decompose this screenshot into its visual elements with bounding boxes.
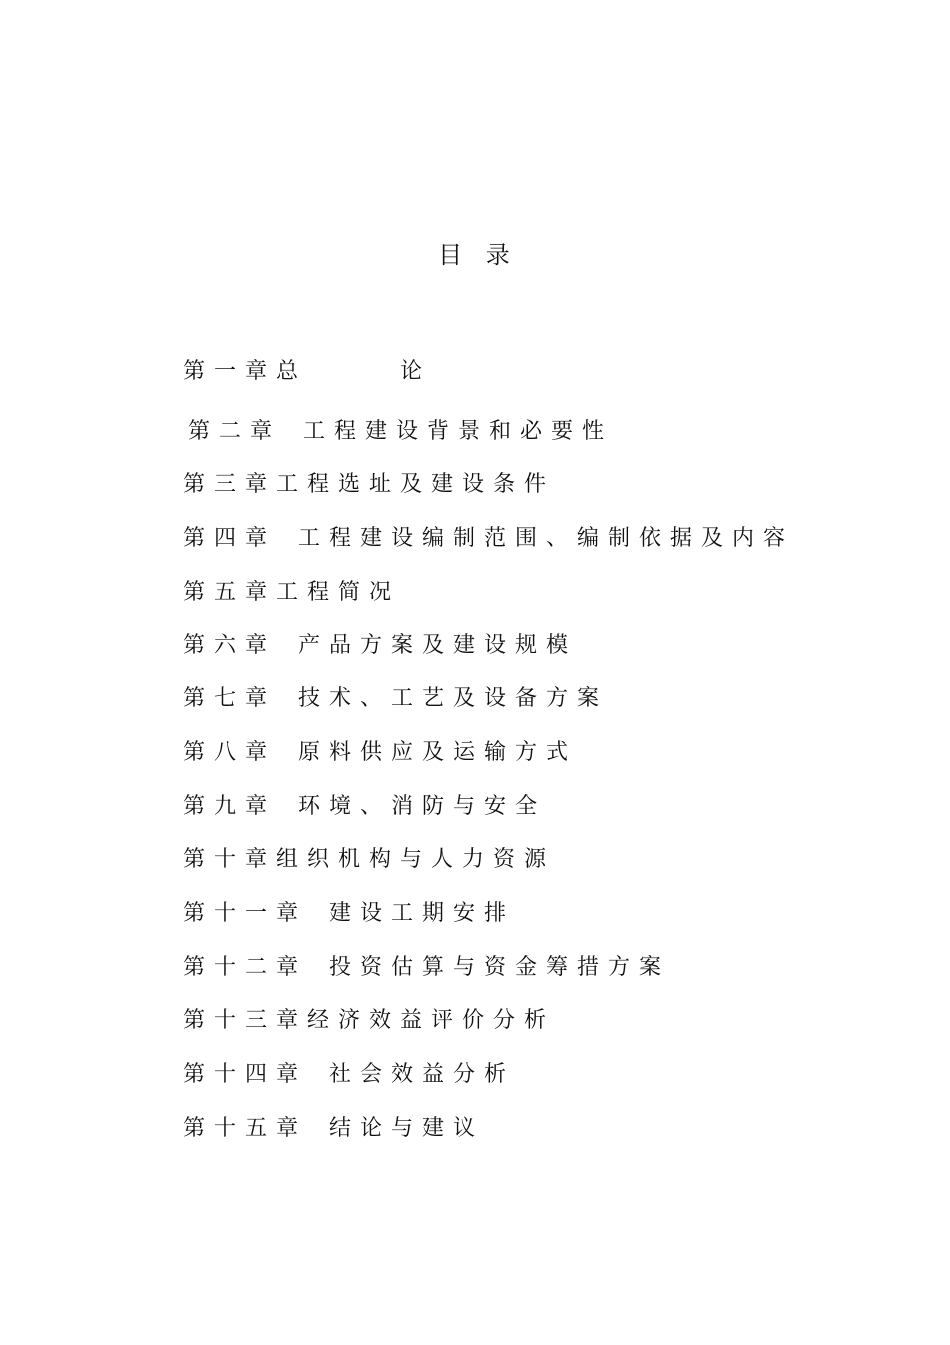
toc-entry-text: 原料供应及运输方式 — [298, 740, 578, 765]
toc-chapter-label: 第九章 — [183, 794, 277, 819]
toc-chapter-label: 第四章 — [183, 526, 277, 551]
toc-chapter-label: 第十五章 — [183, 1116, 308, 1141]
toc-chapter-label: 第十一章 — [183, 901, 308, 926]
toc-entry-8 — [183, 737, 577, 769]
toc-chapter-label: 第二章 — [188, 419, 282, 444]
toc-entry-1 — [183, 356, 431, 388]
page-title: 目 录 — [438, 241, 518, 269]
toc-chapter-label: 第十二章 — [183, 955, 308, 980]
toc-chapter-label: 第七章 — [183, 686, 277, 711]
toc-chapter-label: 第十四章 — [183, 1062, 308, 1087]
toc-entry-3 — [183, 469, 555, 501]
toc-entry-text: 总 论 — [276, 359, 432, 384]
toc-entry-text: 建设工期安排 — [329, 901, 516, 926]
toc-entry-text: 工程建设编制范围、编制依据及内容 — [298, 526, 795, 551]
toc-chapter-label: 第十三章 — [183, 1008, 308, 1033]
toc-entry-11 — [183, 898, 515, 930]
toc-entry-text: 环境、消防与安全 — [298, 794, 547, 819]
toc-entry-text: 工程选址及建设条件 — [276, 472, 556, 497]
toc-chapter-label: 第三章 — [183, 472, 277, 497]
toc-chapter-label: 第八章 — [183, 740, 277, 765]
toc-entry-7 — [183, 683, 608, 715]
toc-entry-6 — [183, 630, 577, 662]
toc-entry-text: 结论与建议 — [329, 1116, 485, 1141]
toc-chapter-label: 第六章 — [183, 633, 277, 658]
toc-entry-2 — [188, 416, 613, 448]
toc-entry-text: 经济效益评价分析 — [307, 1008, 556, 1033]
toc-entry-text: 投资估算与资金筹措方案 — [329, 955, 671, 980]
toc-chapter-label: 第十章 — [183, 847, 277, 872]
toc-entry-12 — [183, 952, 670, 984]
toc-entry-13 — [183, 1005, 555, 1037]
toc-chapter-label: 第五章 — [183, 580, 277, 605]
toc-entry-15 — [183, 1113, 484, 1145]
toc-entry-4 — [183, 523, 794, 555]
toc-entry-text: 社会效益分析 — [329, 1062, 516, 1087]
toc-chapter-label: 第一章 — [183, 359, 277, 384]
toc-entry-9 — [183, 791, 546, 823]
toc-entry-text: 技术、工艺及设备方案 — [298, 686, 609, 711]
toc-entry-text: 组织机构与人力资源 — [276, 847, 556, 872]
toc-entry-10 — [183, 844, 555, 876]
toc-entry-5 — [183, 577, 400, 609]
toc-entry-text: 产品方案及建设规模 — [298, 633, 578, 658]
toc-entry-14 — [183, 1059, 515, 1091]
toc-entry-text: 工程简况 — [276, 580, 401, 605]
toc-entry-text: 工程建设背景和必要性 — [303, 419, 614, 444]
